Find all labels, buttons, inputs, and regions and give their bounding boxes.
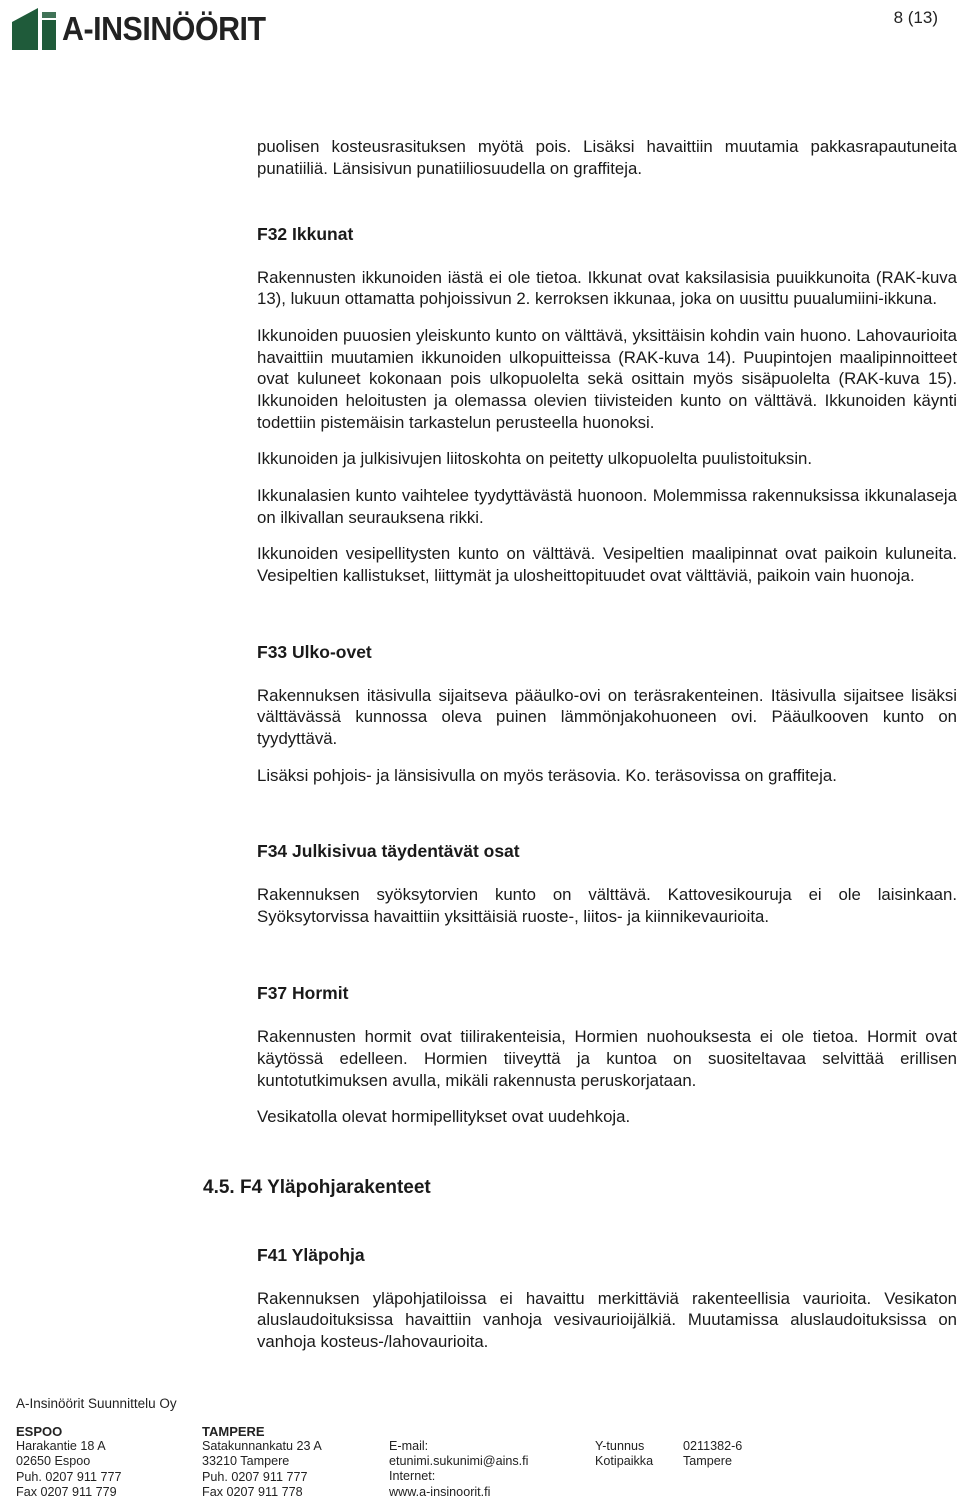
footer-website: www.a-insinoorit.fi (389, 1484, 491, 1499)
logo-text: A-INSINÖÖRIT (62, 10, 266, 47)
heading-f34: F34 Julkisivua täydentävät osat (257, 841, 520, 862)
footer-contact (389, 1439, 528, 1500)
footer-espoo-postal: 02650 Espoo (16, 1454, 91, 1469)
footer-id-labels (595, 1439, 653, 1469)
page-number: 8 (13) (893, 8, 938, 27)
footer-espoo-fax: Fax 0207 911 779 (16, 1484, 117, 1499)
footer-id-values (683, 1439, 742, 1469)
heading-f33: F33 Ulko-ovet (257, 641, 372, 662)
heading-f32: F32 Ikkunat (257, 223, 354, 244)
f33-paragraph-2: Lisäksi pohjois- ja länsisivulla on myös teräsovia. Ko. teräsovissa on graffiteja. (257, 765, 837, 785)
section-heading-4-5: 4.5. F4 Yläpohjarakenteet (203, 1176, 431, 1198)
intro-paragraph: puolisen kosteusrasituksen myötä pois. Lisäksi havaittiin muutamia pakkasrapautuneita punatiiliä. Länsisivun punatiiliosuudella on graffiteja. (257, 137, 957, 178)
footer-espoo-address (16, 1424, 122, 1500)
heading-f41: F41 Yläpohja (257, 1244, 365, 1265)
footer-tampere-phone: Puh. 0207 911 777 (202, 1469, 308, 1484)
footer-ytunnus-label: Y-tunnus (595, 1439, 645, 1453)
footer-tampere-city: TAMPERE (202, 1424, 265, 1439)
footer-email: etunimi.sukunimi@ains.fi (389, 1454, 529, 1469)
logo-mark-icon (12, 8, 56, 50)
f34-paragraph-1: Rakennuksen syöksytorvien kunto on välttävä. Kattovesikouruja ei ole laisinkaan. Syöksytorvissa havaittiin yksittäisiä ruoste-, liitos- ja kiinnikevaurioita. (257, 885, 957, 927)
footer-ytunnus: 0211382-6 (683, 1439, 743, 1453)
f33-paragraph-1: Rakennuksen itäsivulla sijaitseva pääulko-ovi on teräsrakenteinen. Itäsivulla sijaitsee lisäksi välttävässä kunnossa oleva puinen lämmönjakohuoneen ovi. Pääulkooven kunto on tyydyttävä. (257, 685, 957, 749)
f41-paragraph-1: Rakennuksen yläpohjatiloissa ei havaittu merkittäviä rakenteellisia vaurioita. Vesikaton aluslaudoituksissa havaittiin vanhoja vesivaurioijälkiä. Muutamissa aluslaudoituksissa on vanhoja kosteus-/lahovaurioita. (257, 1288, 957, 1352)
footer-tampere-postal: 33210 Tampere (202, 1454, 290, 1469)
f32-paragraph-2: Ikkunoiden puuosien yleiskunto kunto on välttävä, yksittäisin kohdin vain huono. Lahovaurioita havaittiin muutamien ikkunoiden ulkopuitteissa (RAK-kuva 14). Puupintojen maalipinnoitteet ovat kuluneet kokonaan pois ulkopuolelta sekä osittain myös sisäpuolelta (RAK-kuva 15). Ikkunoiden heloitusten ja olemassa olevien tiivisteiden kunto on välttävä. Ikkunoiden käynti todettiin pistemäisin tarkastelun perusteella huonoksi. (257, 325, 957, 432)
footer-company-name: A-Insinöörit Suunnittelu Oy (16, 1396, 177, 1411)
footer-kotipaikka: Tampere (683, 1454, 732, 1469)
footer-tampere-fax: Fax 0207 911 778 (202, 1484, 303, 1499)
f32-paragraph-1: Rakennusten ikkunoiden iästä ei ole tietoa. Ikkunat ovat kaksilasisia puuikkunoita (RAK-kuva 13), lukuun ottamatta pohjoissivun 2. kerroksen ikkunaa, joka on uusittu puualumiini-ikkuna. (257, 267, 957, 309)
footer-espoo-city: ESPOO (16, 1424, 63, 1439)
f32-paragraph-3: Ikkunoiden ja julkisivujen liitoskohta on peitetty ulkopuolelta puulistoituksin. (257, 449, 813, 469)
footer-email-label: E-mail: (389, 1439, 429, 1453)
footer-espoo-street: Harakantie 18 A (16, 1439, 106, 1454)
f37-paragraph-1: Rakennusten hormit ovat tiilirakenteisia, Hormien nuohouksesta ei ole tietoa. Hormit ovat käytössä edelleen. Hormien tiiveyttä ja kuntoa on suositeltavaa selvittää erillisen kuntotutkimuksen avulla, mikäli rakennusta peruskorjataan. (257, 1026, 957, 1090)
document-body (203, 136, 957, 1353)
f32-paragraph-5: Ikkunoiden vesipellitysten kunto on välttävä. Vesipeltien maalipinnat ovat paikoin kuluneita. Vesipeltien kallistukset, liittymät ja ulosheittopituudet ovat välttäviä, paikoin vain huonoja. (257, 543, 957, 585)
footer-kotipaikka-label: Kotipaikka (595, 1454, 654, 1469)
heading-f37: F37 Hormit (257, 982, 349, 1003)
company-logo (12, 6, 283, 52)
f37-paragraph-2: Vesikatolla olevat hormipellitykset ovat uudehkoja. (257, 1106, 631, 1126)
footer-tampere-street: Satakunnankatu 23 A (202, 1439, 322, 1454)
footer-internet-label: Internet: (389, 1469, 436, 1484)
footer-espoo-phone: Puh. 0207 911 777 (16, 1469, 122, 1484)
f32-paragraph-4: Ikkunalasien kunto vaihtelee tyydyttävästä huonoon. Molemmissa rakennuksissa ikkunalaseja on ilkivallan seurauksena rikki. (257, 485, 957, 527)
footer-tampere-address (202, 1424, 322, 1500)
